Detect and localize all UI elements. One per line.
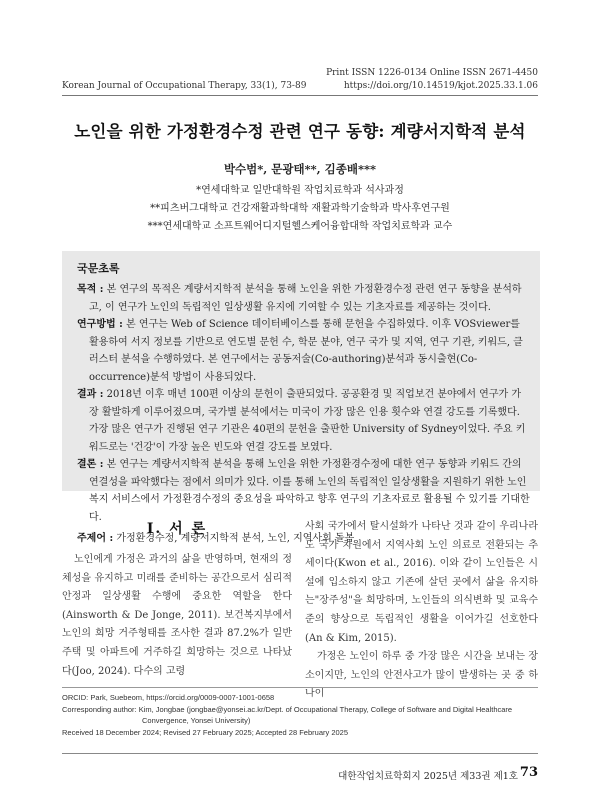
- affiliation-2: **피츠버그대학교 건강재활과학대학 재활과학기술학과 박사후연구원: [150, 203, 450, 214]
- author-list: 박수범*, 문광태**, 김종배***: [223, 162, 377, 176]
- footer-journal: 대한작업치료학회지 2025년 제33권 제1호: [338, 771, 518, 782]
- keywords-text: 가정환경수정, 계량서지학적 분석, 노인, 지역사회 돌봄: [113, 533, 355, 544]
- footnote-corresponding-cont: Convergence, Yonsei University): [142, 716, 251, 725]
- body-column-left: [62, 551, 292, 681]
- body-paragraph: 노인에게 가정은 과거의 삶을 반영하며, 현재의 정체성을 유지하고 미래를 준비하는 공간으로서 심리적 안정과 일상생활 수행에 중요한 역할을 한다(Ainsworth & De Jonge, 2011). 보건복지부에서 노인의 희망 거주형태를 조사한 결과 87.2%가 일반주택 및 아파트에 거주하길 희망하는 것으로 나타났다(Joo, 2024). 다수의 고령: [62, 554, 292, 677]
- paper-title: 노인을 위한 가정환경수정 관련 연구 동향: 계량서지학적 분석: [74, 122, 526, 141]
- footnote-corresponding: Corresponding author: Kim, Jongbae (jongbae@yonsei.ac.kr/Dept. of Occupational Therapy, College of Software and Digital Healthcare: [62, 704, 513, 714]
- abstract-results: [77, 386, 530, 456]
- abstract-conclusion: [77, 456, 530, 526]
- page-number: 73: [519, 765, 538, 780]
- abstract-results-label: 결과 :: [77, 389, 104, 400]
- body-paragraph: 가정은 노인이 하루 중 가장 많은 시간을 보내는 장소이지만, 노인의 안전사고가 많이 발생하는 곳 중 하나이: [305, 651, 538, 700]
- body-column-right: [305, 518, 538, 704]
- keywords-label: 주제어 :: [77, 533, 114, 544]
- header-rule: [62, 95, 538, 96]
- journal-citation: Korean Journal of Occupational Therapy, 33(1), 73-89: [62, 81, 307, 91]
- abstract-heading: 국문초록: [77, 262, 120, 275]
- abstract-conclusion-text: 본 연구는 계량서지학적 분석을 통해 노인을 위한 가정환경수정에 대한 연구 동향과 키워드 간의 연결성을 파악했다는 점에서 의미가 있다. 이를 통해 노인의 독립적인 일상생활을 지원하기 위한 노인 복지 서비스에서 가정환경수정의 중요성을 파악하고 향후 연구의 기초자료로 활용될 수 있기를 기대한다.: [89, 459, 530, 523]
- body-paragraph: 사회 국가에서 탈시설화가 나타난 것과 같이 우리나라도 국가 차원에서 지역사회 노인 의료로 전환되는 추세이다(Kwon et al., 2016). 이와 같이 노인들은 시설에 입소하지 않고 기존에 살던 곳에서 삶을 유지하는"장주성"을 희망하며, 노인들의 의식변화 및 교육수준의 향상으로 독립적인 생활을 이어가길 선호한다(An & Kim, 2015).: [305, 521, 538, 644]
- doi-link[interactable]: https://doi.org/10.14519/kjot.2025.33.1.06: [343, 81, 538, 91]
- abstract-purpose-label: 목적 :: [77, 284, 104, 295]
- abstract-methods: [77, 316, 530, 386]
- issn-line: Print ISSN 1226-0134 Online ISSN 2671-4450: [326, 68, 538, 78]
- footnote-block: [62, 687, 538, 738]
- abstract-methods-label: 연구방법 :: [77, 319, 123, 330]
- footer-rule: [62, 753, 538, 754]
- affiliation-1: *연세대학교 일반대학원 작업치료학과 석사과정: [196, 185, 404, 196]
- abstract-conclusion-label: 결론 :: [77, 459, 104, 470]
- affiliation-3: ***연세대학교 소프트웨어디지털헬스케어융합대학 작업치료학과 교수: [147, 221, 453, 232]
- section-heading-introduction: Ⅰ. 서 론: [146, 521, 208, 537]
- footnote-received: Received 18 December 2024; Revised 27 February 2025; Accepted 28 February 2025: [62, 727, 349, 737]
- abstract-purpose: [77, 281, 530, 316]
- abstract-purpose-text: 본 연구의 목적은 계량서지학적 분석을 통해 노인을 위한 가정환경수정 관련 연구 동향을 분석하고, 이 연구가 노인의 독립적인 일상생활 유지에 기여할 수 있는 기초자료를 제공하는 것이다.: [89, 284, 522, 313]
- abstract-methods-text: 본 연구는 Web of Science 데이터베이스를 통해 문헌을 수집하였다. 이후 VOSviewer를 활용하여 서지 정보를 기반으로 연도별 문헌 수, 학문 분야, 연구 국가 및 지역, 연구 기관, 키워드, 클러스터 분석을 수행하였다. 본 연구에서는 공동저술(Co-authoring)분석과 동시출현(Co-occurrence)분석 방법이 사용되었다.: [89, 319, 523, 383]
- footnote-orcid: ORCID: Park, Suebeom, https://orcid.org/0009-0007-1001-0658: [62, 693, 275, 702]
- abstract-results-text: 2018년 이후 매년 100편 이상의 문헌이 출판되었다. 공공환경 및 직업보건 분야에서 연구가 가장 활발하게 이루어졌으며, 국가별 분석에서는 미국이 가장 많은 인용 횟수와 연결 강도를 기록했다. 가장 많은 연구가 진행된 연구 기관은 40편의 문헌을 출판한 University of Sydney이었다. 주요 키워드로는 '건강'이 가장 높은 빈도와 연결 강도를 보였다.: [89, 389, 526, 453]
